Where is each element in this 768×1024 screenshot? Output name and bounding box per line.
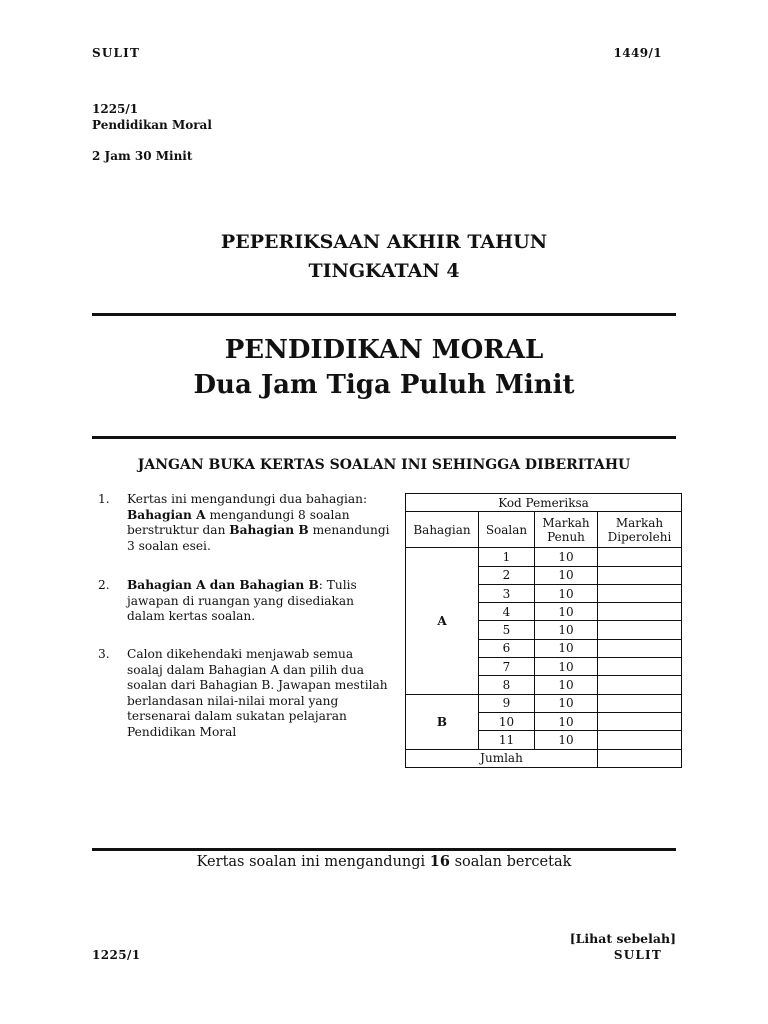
marks-obtained-cell[interactable] [598, 584, 682, 602]
col-header-marks-obtained: Markah Diperolehi [598, 512, 682, 548]
instruction-text: Calon dikehendaki menjawab semua soalaj dalam Bahagian A dan pilih dua soalan dari Bahagian B. Jawapan mestilah berlandasan nilai-nilai moral yang tersenarai dalam sukatan pelajaran Pendidikan Moral [127, 647, 388, 739]
question-number: 3 [479, 584, 535, 602]
full-marks: 10 [535, 548, 598, 566]
instruction-text: Kertas ini mengandungi dua bahagian: Bahagian A mengandungi 8 soalan berstruktur dan Bahagian B menandungi 3 soalan esei. [127, 492, 390, 553]
marks-obtained-cell[interactable] [598, 658, 682, 676]
question-number: 4 [479, 603, 535, 621]
paper-duration: 2 Jam 30 Minit [92, 149, 193, 163]
full-marks: 10 [535, 603, 598, 621]
question-number: 6 [479, 639, 535, 657]
instruction-text: Bahagian A dan Bahagian B: Tulis jawapan di ruangan yang disediakan dalam kertas soalan. [127, 578, 357, 624]
marks-obtained-cell[interactable] [598, 566, 682, 584]
instructions-list [98, 492, 394, 752]
paper-subject: Pendidikan Moral [92, 118, 212, 132]
section-b-label: B [406, 694, 479, 749]
question-number: 7 [479, 658, 535, 676]
bottom-divider [92, 848, 676, 851]
paper-code: 1225/1 [92, 102, 139, 116]
next-page-note: [Lihat sebelah] [569, 931, 676, 946]
question-number: 2 [479, 566, 535, 584]
full-marks: 10 [535, 584, 598, 602]
instruction-number: 1. [98, 492, 110, 506]
col-header-section: Bahagian [406, 512, 479, 548]
footer-paper-code: 1225/1 [92, 948, 141, 962]
marks-obtained-cell[interactable] [598, 676, 682, 694]
full-marks: 10 [535, 639, 598, 657]
total-marks-cell[interactable] [598, 749, 682, 767]
full-marks: 10 [535, 658, 598, 676]
marks-obtained-cell[interactable] [598, 548, 682, 566]
marks-obtained-cell[interactable] [598, 621, 682, 639]
table-row [406, 694, 682, 712]
top-divider [92, 313, 676, 316]
middle-divider [92, 436, 676, 439]
exam-title: PEPERIKSAAN AKHIR TAHUN [220, 231, 548, 253]
marks-obtained-cell[interactable] [598, 639, 682, 657]
full-marks: 10 [535, 676, 598, 694]
footer-sulit: SULIT [613, 948, 662, 962]
marks-obtained-cell[interactable] [598, 603, 682, 621]
exam-form: TINGKATAN 4 [308, 260, 460, 282]
table-row [406, 548, 682, 566]
question-number: 11 [479, 731, 535, 749]
full-marks: 10 [535, 731, 598, 749]
question-number: 10 [479, 712, 535, 730]
question-number: 9 [479, 694, 535, 712]
table-total-row [406, 749, 682, 767]
subject-duration: Dua Jam Tiga Puluh Minit [193, 370, 575, 400]
question-number: 1 [479, 548, 535, 566]
col-header-question: Soalan [479, 512, 535, 548]
instruction-number: 3. [98, 647, 110, 661]
header-sulit: SULIT [92, 46, 141, 60]
section-a-label: A [406, 548, 479, 694]
instruction-number: 2. [98, 578, 110, 592]
total-label: Jumlah [406, 749, 598, 767]
warning-notice: JANGAN BUKA KERTAS SOALAN INI SEHINGGA DIBERITAHU [137, 457, 631, 473]
marks-obtained-cell[interactable] [598, 731, 682, 749]
full-marks: 10 [535, 566, 598, 584]
header-paper-code: 1449/1 [613, 46, 662, 60]
full-marks: 10 [535, 712, 598, 730]
full-marks: 10 [535, 621, 598, 639]
marks-obtained-cell[interactable] [598, 712, 682, 730]
page-count-note: Kertas soalan ini mengandungi 16 soalan bercetak [196, 853, 572, 870]
examiner-table [405, 493, 682, 768]
col-header-full-marks: Markah Penuh [535, 512, 598, 548]
full-marks: 10 [535, 694, 598, 712]
examiner-table-title: Kod Pemeriksa [406, 494, 682, 512]
subject-name: PENDIDIKAN MORAL [224, 335, 544, 365]
question-number: 8 [479, 676, 535, 694]
question-number: 5 [479, 621, 535, 639]
marks-obtained-cell[interactable] [598, 694, 682, 712]
